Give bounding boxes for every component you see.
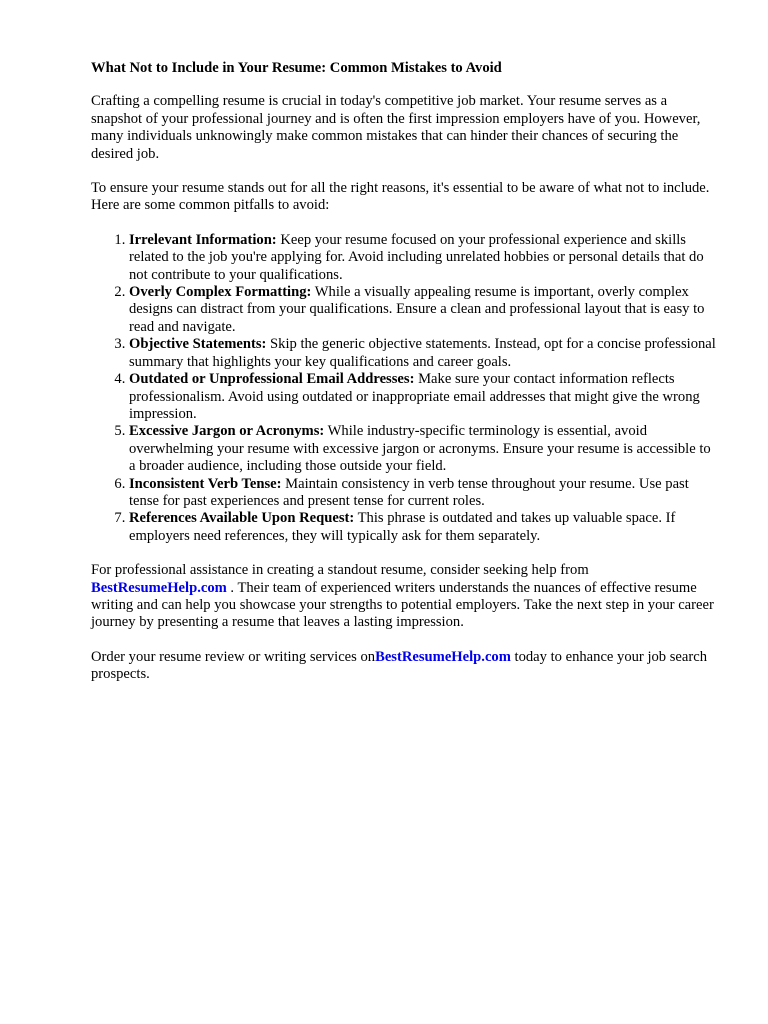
- list-item: [129, 336, 716, 371]
- lead-in-paragraph: To ensure your resume stands out for all the right reasons, it's essential to be aware of what not to include. Here are some common pitfalls to avoid:: [91, 180, 710, 214]
- assistance-text-before: For professional assistance in creating a standout resume, consider seeking help from: [91, 562, 589, 579]
- list-item: [129, 232, 716, 284]
- cta-text-before: Order your resume review or writing services on: [91, 648, 376, 665]
- pitfall-text: Make sure your contact information reflects professionalism. Avoid using outdated or inappropriate email addresses that might give the wrong impression.: [129, 371, 700, 422]
- pitfall-text: While industry-specific terminology is essential, avoid overwhelming your resume with excessive jargon or acronyms. Ensure your resume is accessible to a broader audience, including those outside your field.: [129, 423, 711, 475]
- pitfall-term: Objective Statements:: [129, 336, 267, 353]
- cta-paragraph: [91, 649, 716, 684]
- document-page: [91, 60, 716, 701]
- list-item: [129, 510, 716, 545]
- pitfall-term: References Available Upon Request:: [129, 510, 355, 527]
- pitfall-term: Excessive Jargon or Acronyms:: [129, 423, 325, 440]
- pitfall-text: While a visually appealing resume is important, overly complex designs can distract from your qualifications. Ensure a clean and professional layout that is easy to read and navigate.: [129, 284, 705, 335]
- list-item: [129, 423, 716, 475]
- assistance-paragraph: [91, 562, 716, 632]
- cta-text-after: today to enhance your job search prospects.: [91, 648, 708, 683]
- pitfall-text: Maintain consistency in verb tense throughout your resume. Use past tense for past experiences and present tense for current roles.: [129, 475, 689, 509]
- pitfall-term: Outdated or Unprofessional Email Addresses:: [129, 371, 415, 388]
- pitfall-text: This phrase is outdated and takes up valuable space. If employers need references, they will typically ask for them separately.: [129, 510, 676, 544]
- document-title: What Not to Include in Your Resume: Common Mistakes to Avoid: [91, 60, 502, 76]
- pitfalls-list: [91, 232, 716, 545]
- assistance-text-after: . Their team of experienced writers understands the nuances of effective resume writing and can help you showcase your strengths to potential employers. Take the next step in your career journey by presenting a resume that leaves a lasting impression.: [91, 579, 714, 631]
- best-resume-help-link[interactable]: BestResumeHelp.com: [375, 648, 511, 665]
- pitfall-term: Overly Complex Formatting:: [129, 284, 312, 301]
- best-resume-help-link[interactable]: BestResumeHelp.com: [91, 579, 227, 596]
- pitfall-term: Irrelevant Information:: [129, 231, 277, 248]
- intro-paragraph: Crafting a compelling resume is crucial in today's competitive job market. Your resume serves as a snapshot of your professional journey and is often the first impression employers have of you. However, many individuals unknowingly make common mistakes that can hinder their chances of securing the desired job.: [91, 93, 701, 162]
- list-item: [129, 476, 716, 511]
- pitfall-text: Skip the generic objective statements. Instead, opt for a concise professional summary that highlights your key qualifications and career goals.: [129, 336, 716, 370]
- list-item: [129, 284, 716, 336]
- list-item: [129, 371, 716, 423]
- pitfall-term: Inconsistent Verb Tense:: [129, 475, 282, 492]
- pitfall-text: Keep your resume focused on your professional experience and skills related to the job you're applying for. Avoid including unrelated hobbies or personal details that do not contribute to your qualifications.: [129, 231, 704, 283]
